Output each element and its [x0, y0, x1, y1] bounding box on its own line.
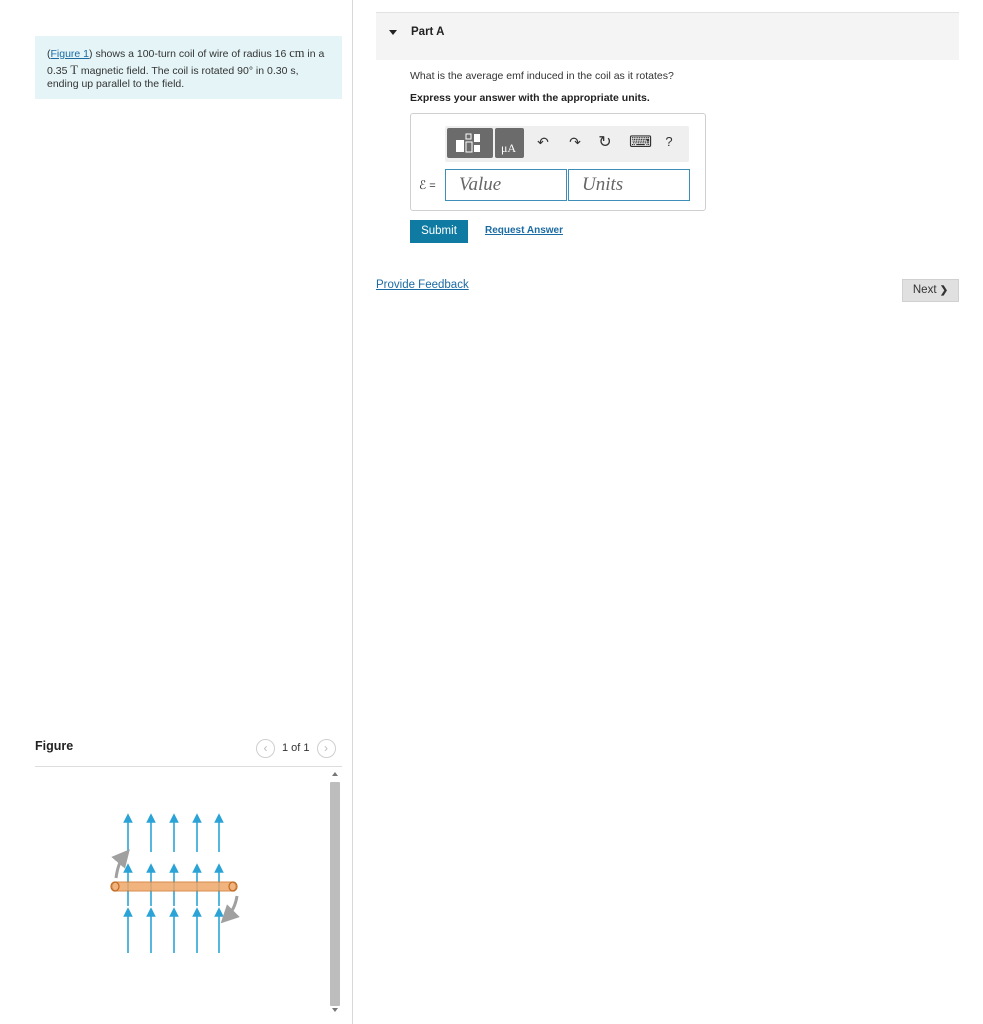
next-button[interactable]: [902, 279, 959, 302]
next-button-label: Next: [912, 284, 937, 296]
question-text: What is the average emf induced in the coil as it rotates?: [410, 70, 674, 82]
part-header[interactable]: [376, 12, 959, 60]
undo-icon[interactable]: ↶: [537, 134, 549, 150]
instruction-text: Express your answer with the appropriate units.: [410, 92, 650, 104]
field-arrows-bottom: [128, 912, 219, 953]
submit-button[interactable]: Submit: [410, 220, 468, 243]
chevron-left-icon[interactable]: ‹: [256, 739, 275, 758]
answer-box: [410, 113, 706, 211]
problem-text-2: in a 0.35: [47, 48, 325, 77]
problem-text-3: magnetic field. The coil is rotated 90° in 0.30 s, ending up parallel to the field.: [47, 64, 299, 91]
request-answer-link[interactable]: Request Answer: [485, 225, 563, 236]
keyboard-icon[interactable]: ⌨: [629, 134, 653, 151]
problem-statement: [35, 36, 342, 99]
scroll-down-icon[interactable]: [332, 1008, 338, 1012]
rotation-arrow-left: [116, 856, 124, 878]
open-paren: (: [47, 48, 51, 60]
coil-edge: [112, 882, 236, 891]
emf-symbol: ℰ: [419, 178, 427, 192]
figure-divider: [35, 766, 342, 767]
math-toolbar: [445, 126, 689, 162]
figure-scrollbar[interactable]: [328, 770, 342, 1018]
units-input[interactable]: Units: [568, 169, 690, 201]
chevron-right-icon: ❯: [939, 285, 949, 296]
units-button-label: μA: [501, 141, 517, 155]
field-arrows-top: [128, 818, 219, 852]
value-input[interactable]: Value: [445, 169, 567, 201]
left-pane: [0, 0, 352, 1024]
figure-pager: [256, 738, 336, 758]
coil-figure: [100, 808, 250, 958]
redo-icon[interactable]: ↷: [569, 134, 581, 150]
scroll-thumb[interactable]: [330, 782, 340, 1006]
reset-icon[interactable]: ↻: [598, 134, 612, 151]
figure-title: Figure: [35, 739, 74, 753]
unit-tesla: T: [70, 62, 78, 77]
emf-label: [419, 178, 436, 193]
chevron-right-icon[interactable]: ›: [317, 739, 336, 758]
help-icon[interactable]: ?: [665, 134, 673, 149]
units-button[interactable]: [495, 128, 524, 158]
part-title: Part A: [411, 26, 445, 38]
rotation-arrow-right: [227, 896, 237, 917]
unit-cm: cm: [289, 46, 305, 60]
pager-text: 1 of 1: [282, 742, 310, 754]
figure-link[interactable]: Figure 1: [50, 48, 90, 60]
templates-icon[interactable]: [447, 128, 493, 158]
scroll-up-icon[interactable]: [332, 772, 338, 776]
provide-feedback-link[interactable]: Provide Feedback: [376, 279, 469, 291]
pane-divider: [352, 0, 353, 1024]
equals-sign: =: [429, 180, 436, 192]
problem-text-1: ) shows a 100-turn coil of wire of radius 16: [89, 48, 287, 60]
collapse-caret-icon[interactable]: [389, 30, 397, 35]
